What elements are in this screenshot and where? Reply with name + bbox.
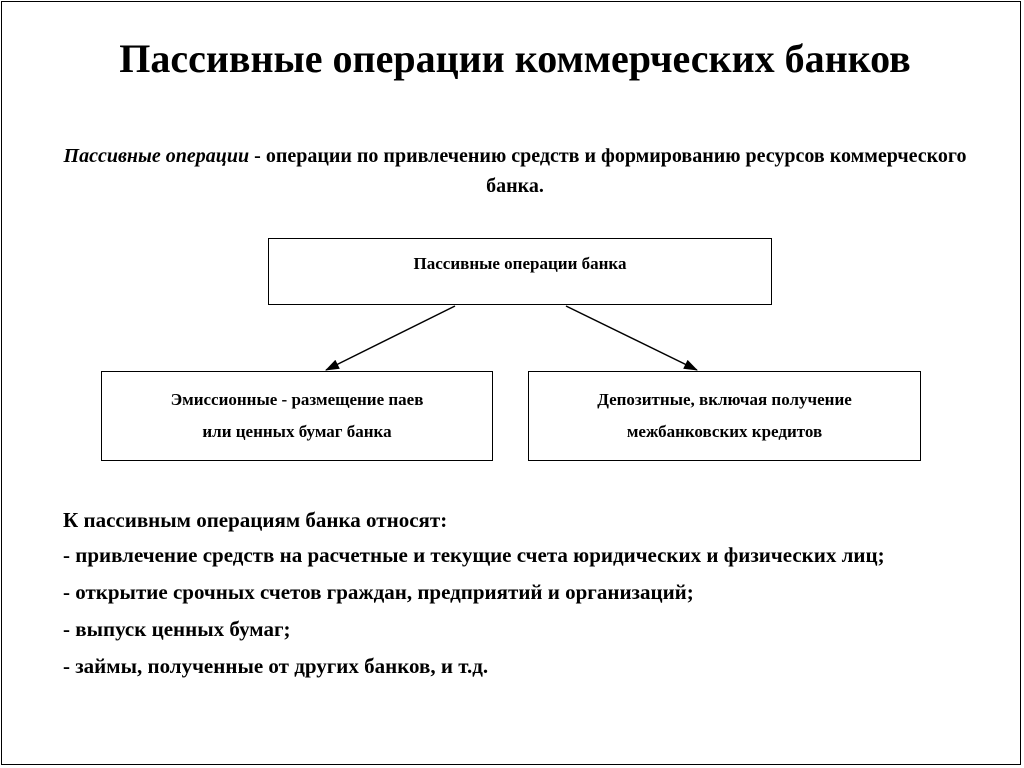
diagram-deposit-box <box>528 371 921 461</box>
arrow-to-right-box <box>566 306 697 370</box>
list-item: - открытие срочных счетов граждан, предприятий и организаций; <box>63 580 694 604</box>
deposit-line-2: межбанковских кредитов <box>626 422 823 441</box>
diagram-emission-box <box>101 371 493 461</box>
list-intro: К пассивным операциям банка относят: <box>63 508 448 532</box>
slide-title: Пассивные операции коммерческих банков <box>119 36 911 81</box>
definition-text: - операции по привлечению средств и формированию ресурсов коммерческого банка. <box>249 145 967 197</box>
operations-list <box>63 503 953 689</box>
emission-line-2: или ценных бумаг банка <box>202 422 392 441</box>
arrow-to-left-box <box>326 306 455 370</box>
list-item: - привлечение средств на расчетные и текущие счета юридических и физических лиц; <box>63 543 885 567</box>
list-item: - займы, полученные от других банков, и т.д. <box>63 654 489 678</box>
list-item: - выпуск ценных бумаг; <box>63 617 291 641</box>
diagram-root-box <box>268 238 772 305</box>
diagram-root-label: Пассивные операции банка <box>413 254 627 273</box>
emission-line-1: Эмиссионные - размещение паев <box>170 390 424 409</box>
deposit-line-1: Депозитные, включая получение <box>597 390 852 409</box>
definition-term: Пассивные операции <box>63 145 250 167</box>
